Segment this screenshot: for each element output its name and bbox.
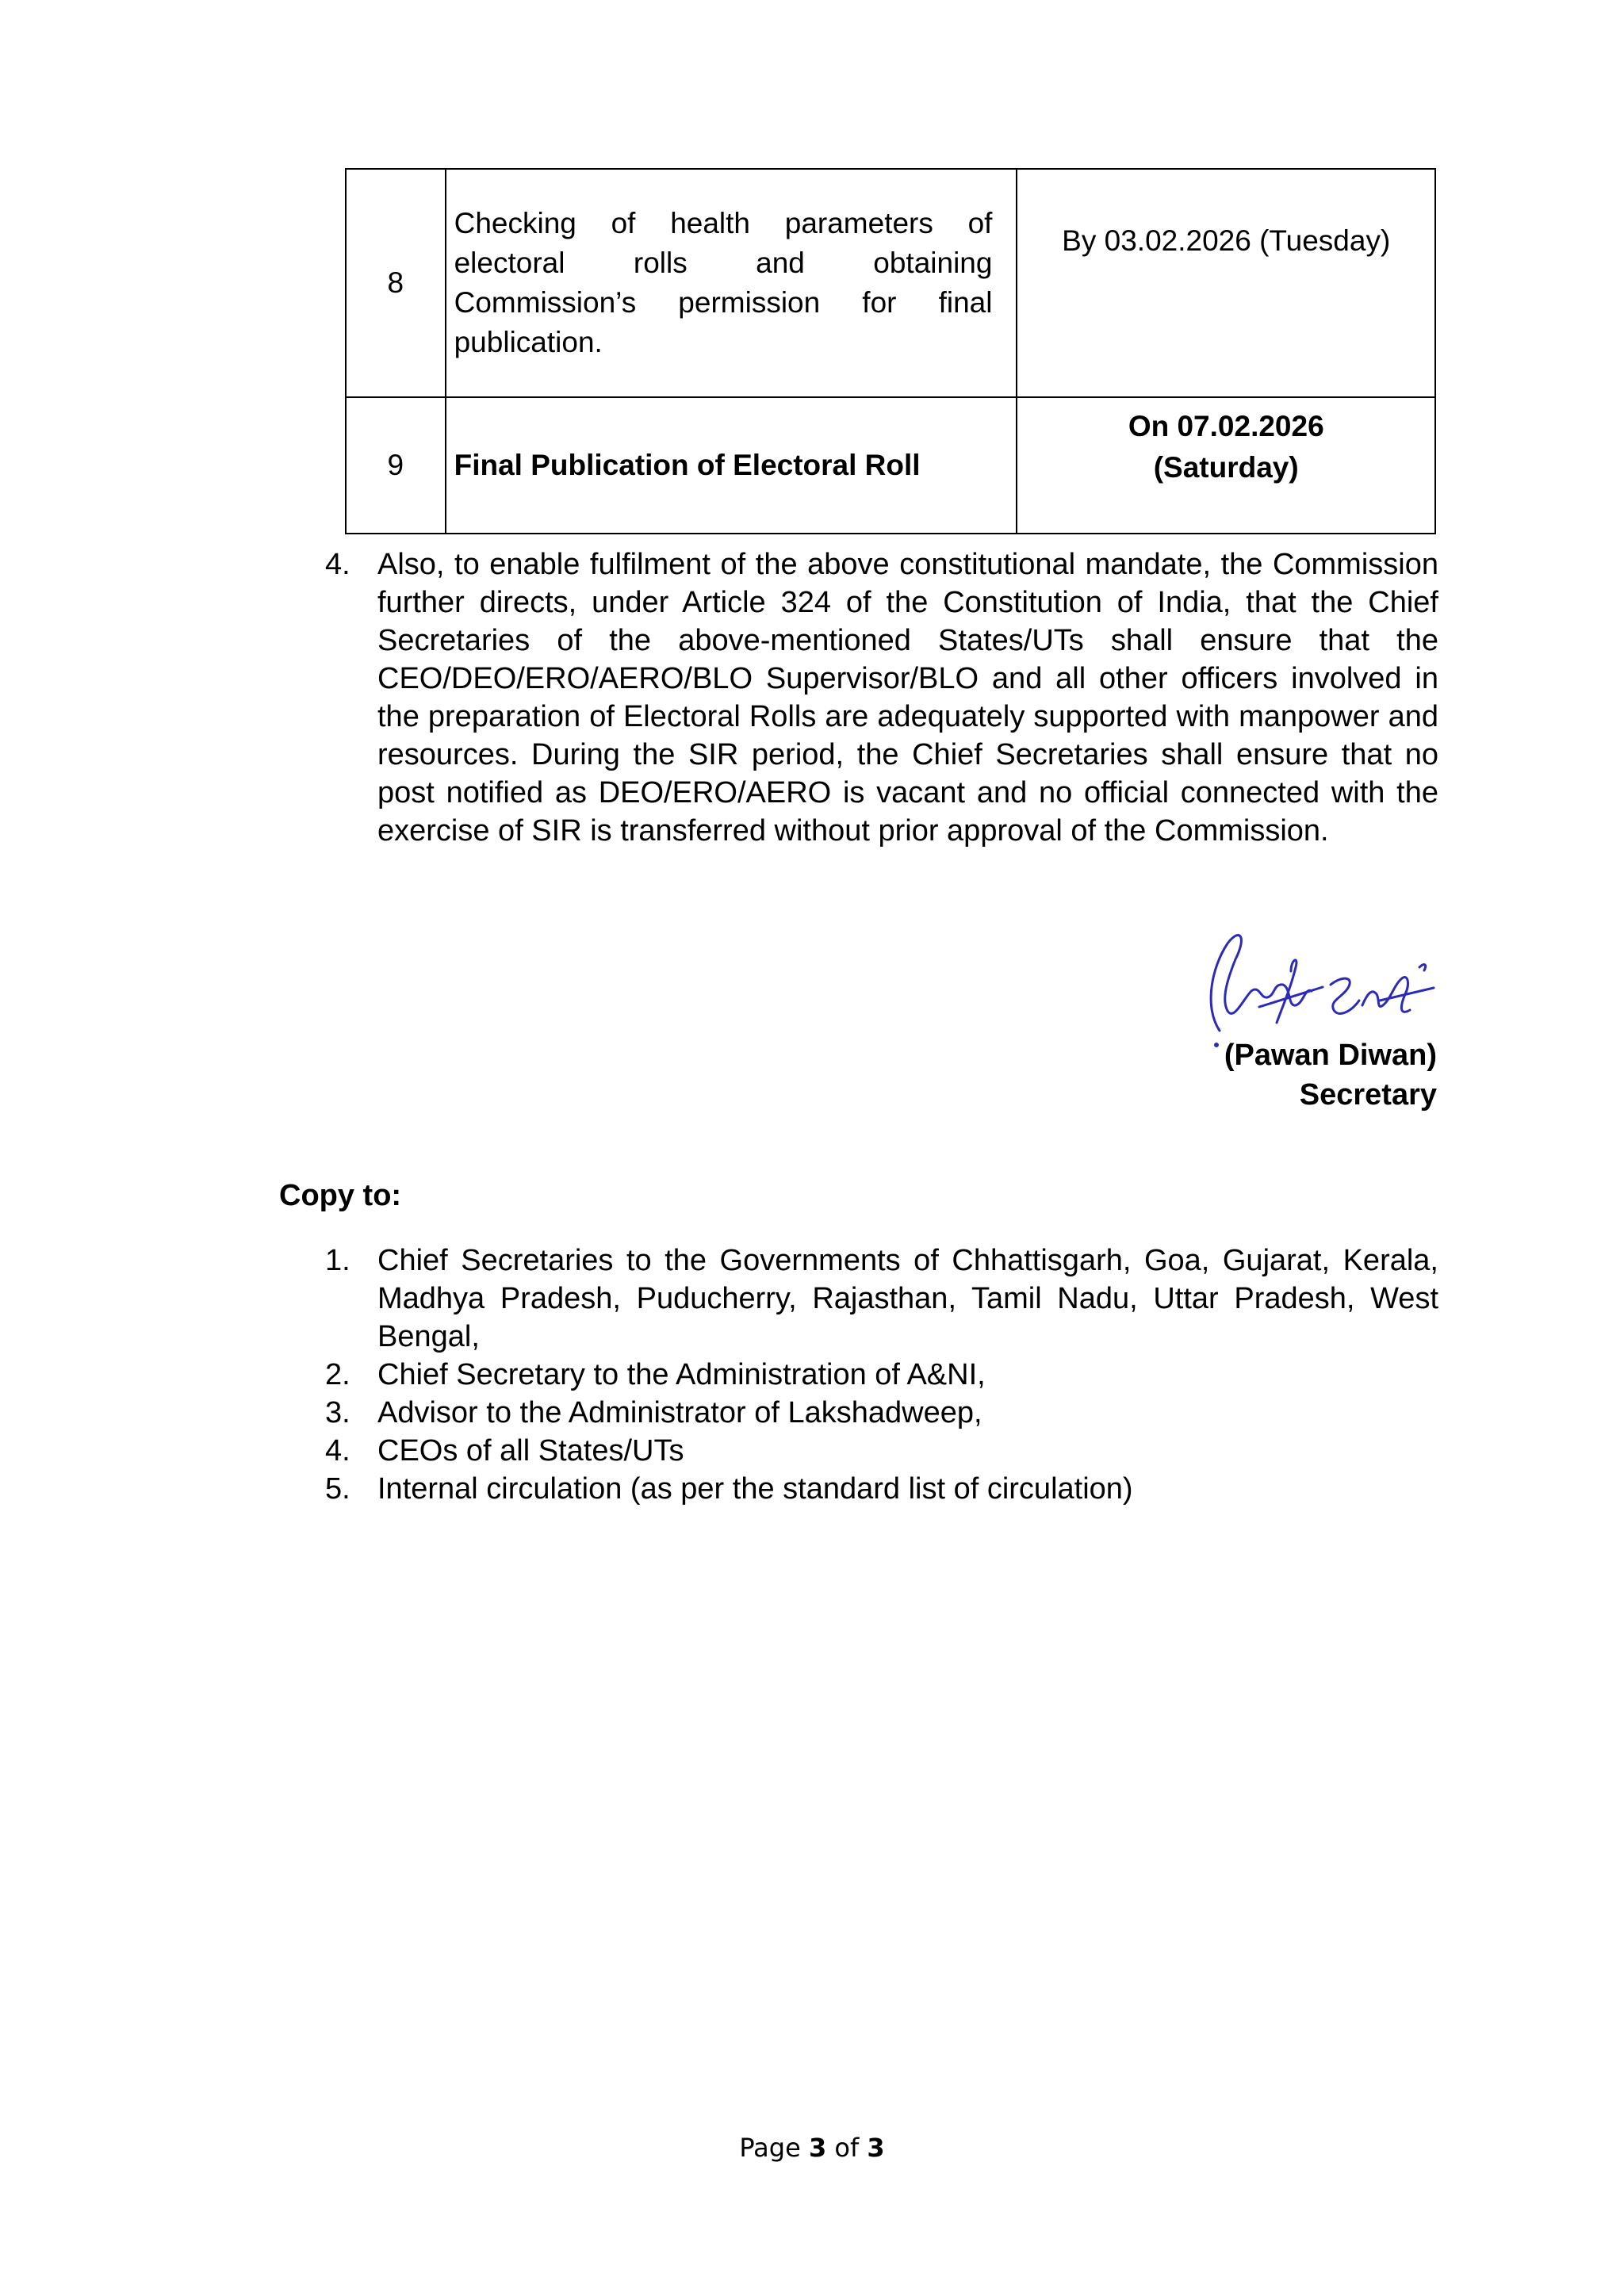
page-label: Page (739, 2133, 801, 2163)
signature-ink (1211, 936, 1434, 1047)
row-serial-number: 9 (346, 397, 446, 534)
row-serial-number: 8 (346, 169, 446, 397)
current-page-number: 3 (808, 2133, 827, 2163)
list-item (325, 1242, 1438, 1356)
signatory-block (1224, 1035, 1437, 1115)
schedule-date-day: (Saturday) (1153, 451, 1299, 484)
row-schedule-date (1017, 397, 1435, 534)
copy-to-heading: Copy to: (279, 1179, 402, 1212)
list-item (325, 1356, 1438, 1394)
schedule-table (345, 168, 1436, 534)
signatory-designation: Secretary (1299, 1078, 1437, 1112)
signatory-name: (Pawan Diwan) (1224, 1039, 1437, 1072)
list-item-number: 1. (325, 1244, 350, 1277)
total-pages-number: 3 (867, 2133, 885, 2163)
list-item-text: Internal circulation (as per the standard list of circulation) (377, 1472, 1133, 1506)
list-item-number: 3. (325, 1396, 350, 1429)
page-footer (0, 2133, 1624, 2163)
paragraph-text: Also, to enable fulfilment of the above constitutional mandate, the Commission further directs, under Article 324 of the Constitution of India, that the Chief Secretaries of the above-mentioned States/UTs shall ensure that the CEO/DEO/ERO/AERO/BLO Supervisor/BLO and all other officers involved in the preparation of Electoral Rolls are adequately supported with manpower and resources. During the SIR period, the Chief Secretaries shall ensure that no post notified as DEO/ERO/AERO is vacant and no official connected with the exercise of SIR is transferred without prior approval of the Commission. (377, 548, 1438, 848)
list-item-text: Chief Secretary to the Administration of A&NI, (377, 1358, 986, 1391)
list-item-text: CEOs of all States/UTs (377, 1434, 684, 1468)
list-item-number: 4. (325, 1434, 350, 1468)
copy-to-list (325, 1242, 1438, 1508)
table-row (346, 397, 1435, 534)
list-item (325, 1394, 1438, 1432)
list-item-text: Chief Secretaries to the Governments of Chhattisgarh, Goa, Gujarat, Kerala, Madhya Pradesh, Puducherry, Rajasthan, Tamil Nadu, Uttar Pradesh, West Bengal, (377, 1244, 1438, 1353)
list-item-number: 5. (325, 1472, 350, 1506)
list-item-text: Advisor to the Administrator of Lakshadweep, (377, 1396, 982, 1429)
paragraph-number: 4. (325, 548, 350, 581)
page-of-label: of (834, 2133, 860, 2163)
paragraph-4 (325, 545, 1438, 850)
row-schedule-date: By 03.02.2026 (Tuesday) (1017, 169, 1435, 397)
list-item-number: 2. (325, 1358, 350, 1391)
row-activity: Checking of health parameters of electoral rolls and obtaining Commission’s permission for final publication. (446, 169, 1017, 397)
row-activity: Final Publication of Electoral Roll (446, 397, 1017, 534)
list-item (325, 1470, 1438, 1508)
list-item (325, 1432, 1438, 1470)
signature-image (1172, 912, 1442, 1054)
table-row (346, 169, 1435, 397)
schedule-date-line: On 07.02.2026 (1128, 410, 1324, 442)
